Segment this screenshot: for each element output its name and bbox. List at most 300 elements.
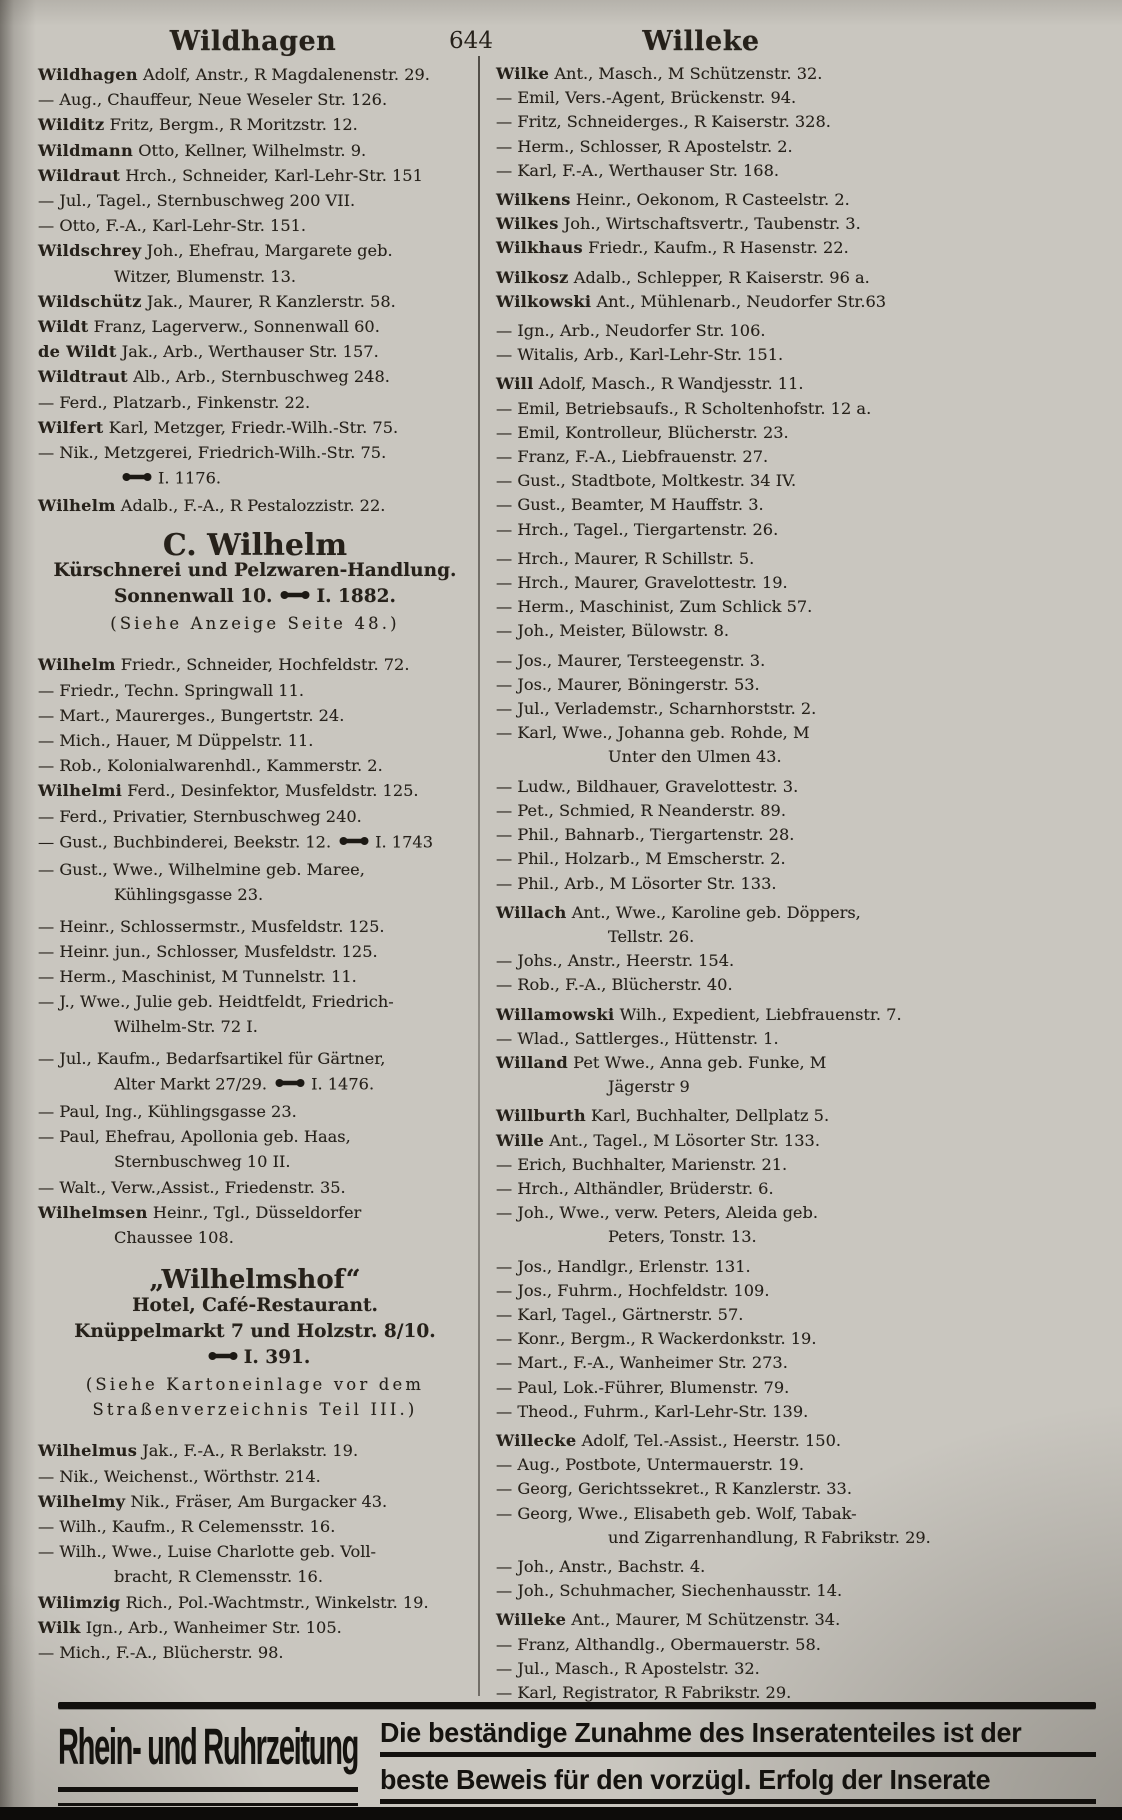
entry-text: Alter Markt 27/29. bbox=[114, 1074, 268, 1094]
entry-line bbox=[38, 1124, 472, 1149]
entry-line bbox=[496, 1153, 948, 1177]
entry-text: Ant., Mühlenarb., Neudorfer Str.63 bbox=[591, 291, 887, 311]
entry-text: — Mich., Hauer, M Düppelstr. 11. bbox=[38, 731, 314, 751]
entry-text: Chaussee 108. bbox=[114, 1227, 234, 1247]
entry-text: Hotel, Café-Restaurant. bbox=[132, 1295, 378, 1317]
entry-text: — Georg, Gerichtssekret., R Kanzlerstr. 33. bbox=[496, 1479, 852, 1499]
entry-text: — Jos., Maurer, Tersteegenstr. 3. bbox=[496, 650, 766, 670]
logo-double-underline bbox=[58, 1787, 358, 1806]
entry-text: Tellstr. 26. bbox=[608, 926, 695, 946]
entry-line bbox=[496, 721, 948, 745]
entry-text: — Joh., Anstr., Bachstr. 4. bbox=[496, 1556, 706, 1576]
directory-entry bbox=[38, 1489, 472, 1514]
entry-line bbox=[496, 619, 948, 643]
entry-line bbox=[38, 703, 472, 728]
entry-line bbox=[496, 745, 948, 769]
telephone-receiver-icon bbox=[122, 465, 152, 490]
entry-text: Jak., F.-A., R Berlakstr. 19. bbox=[137, 1441, 359, 1461]
entry-line bbox=[496, 925, 948, 949]
entry-line bbox=[38, 1640, 472, 1665]
entry-surname: Wilhelm bbox=[38, 655, 116, 675]
entry-line bbox=[496, 1201, 948, 1225]
directory-entry bbox=[496, 1051, 948, 1075]
entry-line bbox=[38, 440, 472, 465]
entry-text: Ant., Wwe., Karoline geb. Döppers, bbox=[566, 902, 861, 922]
entry-text: — Gust., Buchbinderei, Beekstr. 12. bbox=[38, 832, 332, 852]
entry-line bbox=[38, 804, 472, 829]
entry-line bbox=[496, 673, 948, 697]
advertisement-line bbox=[38, 583, 472, 611]
entry-text: — Rob., F.-A., Blücherstr. 40. bbox=[496, 975, 733, 995]
directory-entry bbox=[496, 1129, 948, 1153]
entry-line bbox=[38, 914, 472, 939]
entry-text: — Karl, Wwe., Johanna geb. Rohde, M bbox=[496, 723, 810, 743]
entry-text: — Johs., Anstr., Heerstr. 154. bbox=[496, 951, 735, 971]
entry-text: — Hrch., Maurer, Gravelottestr. 19. bbox=[496, 573, 788, 593]
entry-text: — Jul., Tagel., Sternbuschweg 200 VII. bbox=[38, 191, 356, 211]
footer-ad-line-1 bbox=[380, 1717, 1096, 1757]
entry-text: Friedr., Kaufm., R Hasenstr. 22. bbox=[582, 238, 849, 258]
entry-text: — Aug., Postbote, Untermauerstr. 19. bbox=[496, 1455, 804, 1475]
entry-line bbox=[38, 728, 472, 753]
entry-line bbox=[496, 847, 948, 871]
entry-surname: Wilimzig bbox=[38, 1592, 121, 1612]
entry-line bbox=[38, 390, 472, 415]
entry-text: Wilhelm-Str. 72 I. bbox=[114, 1017, 258, 1037]
entry-line bbox=[496, 872, 948, 896]
entry-line bbox=[496, 1303, 948, 1327]
entry-line bbox=[496, 1279, 948, 1303]
entry-text: Ant., Maurer, M Schützenstr. 34. bbox=[566, 1610, 841, 1630]
entry-text: — Jos., Fuhrm., Hochfeldstr. 109. bbox=[496, 1280, 770, 1300]
entry-surname: Wilfert bbox=[38, 417, 104, 437]
directory-entry bbox=[38, 238, 472, 263]
footer-ad-line-1-text: Die beständige Zunahme des Inseratenteiles ist der bbox=[380, 1717, 1022, 1748]
entry-text: — Hrch., Tagel., Tiergartenstr. 26. bbox=[496, 519, 779, 539]
entry-text: — Ferd., Platzarb., Finkenstr. 22. bbox=[38, 392, 311, 412]
page-number: 644 bbox=[449, 28, 493, 54]
footer-ad-line-2-text: beste Beweis für den vorzügl. Erfolg der Inserate bbox=[380, 1764, 991, 1795]
directory-entry bbox=[38, 1438, 472, 1463]
entry-text: — Jul., Kaufm., Bedarfsartikel für Gärtner, bbox=[38, 1048, 386, 1068]
entry-text: — Gust., Wwe., Wilhelmine geb. Maree, bbox=[38, 860, 365, 880]
entry-text: — Konr., Bergm., R Wackerdonkstr. 19. bbox=[496, 1329, 817, 1349]
entry-line bbox=[38, 1071, 472, 1099]
entry-line bbox=[38, 1564, 472, 1589]
entry-text: — Herm., Maschinist, Zum Schlick 57. bbox=[496, 597, 813, 617]
entry-text: Heinr., Oekonom, R Casteelstr. 2. bbox=[570, 190, 850, 210]
telephone-number: I. 1476. bbox=[311, 1074, 375, 1094]
entry-text: — Phil., Arb., M Lösorter Str. 133. bbox=[496, 873, 777, 893]
entry-line bbox=[496, 1555, 948, 1579]
entry-text: — Herm., Maschinist, M Tunnelstr. 11. bbox=[38, 966, 357, 986]
entry-line bbox=[38, 264, 472, 289]
newspaper-logo-box bbox=[58, 1715, 366, 1811]
entry-text: — Phil., Bahnarb., Tiergartenstr. 28. bbox=[496, 825, 795, 845]
entry-line bbox=[38, 1175, 472, 1200]
entry-text: Ant., Tagel., M Lösorter Str. 133. bbox=[544, 1130, 820, 1150]
entry-text: Witzer, Blumenstr. 13. bbox=[114, 266, 297, 286]
entry-text: — Hrch., Althändler, Brüderstr. 6. bbox=[496, 1178, 774, 1198]
entry-line bbox=[496, 469, 948, 493]
entry-line bbox=[38, 753, 472, 778]
advertisement-line bbox=[38, 1344, 472, 1372]
entry-text: — Jos., Maurer, Böningerstr. 53. bbox=[496, 674, 760, 694]
entry-text: Adolf, Anstr., R Magdalenenstr. 29. bbox=[137, 65, 430, 84]
entry-text: Adolf, Masch., R Wandjesstr. 11. bbox=[533, 374, 804, 394]
entry-surname: Wilhelmy bbox=[38, 1491, 126, 1511]
entry-text: Straßenverzeichnis Teil III.) bbox=[92, 1400, 418, 1420]
directory-entry bbox=[496, 212, 948, 236]
column-divider bbox=[478, 56, 480, 1696]
page-bottom-edge bbox=[0, 1807, 1122, 1820]
entry-line bbox=[496, 1453, 948, 1477]
entry-text: — Rob., Kolonialwarenhdl., Kammerstr. 2. bbox=[38, 756, 383, 776]
entry-text: — Wilh., Wwe., Luise Charlotte geb. Voll- bbox=[38, 1542, 377, 1562]
entry-line bbox=[38, 1099, 472, 1124]
entry-surname: Willburth bbox=[496, 1106, 586, 1126]
entry-text: — Pet., Schmied, R Neanderstr. 89. bbox=[496, 800, 786, 820]
entry-surname: Wilhelmsen bbox=[38, 1202, 148, 1222]
advertisement-line bbox=[38, 1293, 472, 1318]
entry-text: — Mart., Maurerges., Bungertstr. 24. bbox=[38, 705, 345, 725]
entry-text: — Erich, Buchhalter, Marienstr. 21. bbox=[496, 1154, 788, 1174]
advertisement-line bbox=[38, 558, 472, 583]
entry-line bbox=[496, 595, 948, 619]
entry-line bbox=[496, 1027, 948, 1051]
entry-text: — Emil, Kontrolleur, Blücherstr. 23. bbox=[496, 422, 789, 442]
entry-line bbox=[496, 421, 948, 445]
entry-text: Joh., Wirtschaftsvertr., Taubenstr. 3. bbox=[558, 214, 861, 234]
entry-surname: Willach bbox=[496, 902, 567, 922]
entry-text: Ant., Masch., M Schützenstr. 32. bbox=[549, 64, 823, 83]
entry-text: Heinr., Tgl., Düsseldorfer bbox=[147, 1202, 362, 1222]
entry-text: — Joh., Meister, Bülowstr. 8. bbox=[496, 621, 730, 641]
entry-text: — J., Wwe., Julie geb. Heidtfeldt, Friedrich- bbox=[38, 992, 394, 1012]
entry-text: — Karl, F.-A., Werthauser Str. 168. bbox=[496, 160, 780, 180]
entry-text: Jak., Maurer, R Kanzlerstr. 58. bbox=[141, 291, 396, 311]
telephone-receiver-icon bbox=[208, 1344, 238, 1369]
entry-text: Unter den Ulmen 43. bbox=[608, 747, 782, 767]
entry-line bbox=[496, 697, 948, 721]
entry-line bbox=[38, 1046, 472, 1071]
entry-text: — Aug., Chauffeur, Neue Weseler Str. 126. bbox=[38, 90, 388, 110]
entry-text: Pet Wwe., Anna geb. Funke, M bbox=[568, 1052, 827, 1072]
directory-entry bbox=[496, 188, 948, 212]
directory-entry bbox=[38, 493, 472, 518]
entry-line bbox=[496, 1477, 948, 1501]
telephone-number: I. 1743 bbox=[375, 832, 434, 852]
telephone-number: I. 391. bbox=[243, 1346, 311, 1368]
entry-text: — Nik., Weichenst., Wörthstr. 214. bbox=[38, 1466, 321, 1486]
entry-line bbox=[38, 964, 472, 989]
entry-text: Kühlingsgasse 23. bbox=[114, 885, 264, 905]
directory-entry bbox=[496, 901, 948, 925]
directory-entry bbox=[38, 138, 472, 163]
entry-line bbox=[496, 1633, 948, 1657]
entry-text: Wilh., Expedient, Liebfrauenstr. 7. bbox=[614, 1004, 902, 1024]
directory-entry bbox=[38, 778, 472, 803]
entry-text: — Ludw., Bildhauer, Gravelottestr. 3. bbox=[496, 776, 799, 796]
entry-text: — Gust., Stadtbote, Moltkestr. 34 IV. bbox=[496, 471, 797, 491]
footer-ad-line-2 bbox=[380, 1764, 1096, 1804]
entry-text: Franz, Lagerverw., Sonnenwall 60. bbox=[88, 317, 380, 337]
entry-text: — Ferd., Privatier, Sternbuschweg 240. bbox=[38, 806, 362, 826]
entry-line bbox=[496, 1327, 948, 1351]
entry-text: Otto, Kellner, Wilhelmstr. 9. bbox=[133, 140, 367, 160]
entry-line bbox=[38, 678, 472, 703]
entry-line bbox=[38, 1464, 472, 1489]
entry-surname: Willamowski bbox=[496, 1004, 615, 1024]
entry-text: Jägerstr 9 bbox=[608, 1077, 690, 1097]
entry-surname: Wilkosz bbox=[496, 267, 569, 287]
entry-line bbox=[496, 343, 948, 367]
entry-surname: Wilkowski bbox=[496, 291, 592, 311]
entry-line bbox=[496, 973, 948, 997]
directory-entry bbox=[496, 1104, 948, 1128]
directory-entry bbox=[496, 266, 948, 290]
entry-text: Adolf, Tel.-Assist., Heerstr. 150. bbox=[576, 1430, 842, 1450]
entry-text: — Paul, Lok.-Führer, Blumenstr. 79. bbox=[496, 1377, 790, 1397]
entry-text: — Otto, F.-A., Karl-Lehr-Str. 151. bbox=[38, 216, 307, 236]
entry-line bbox=[38, 989, 472, 1014]
entry-surname: Wilke bbox=[496, 64, 550, 83]
entry-surname: Wilditz bbox=[38, 115, 105, 135]
directory-entry bbox=[38, 163, 472, 188]
directory-entry bbox=[496, 1003, 948, 1027]
entry-text: — Heinr. jun., Schlosser, Musfeldstr. 125. bbox=[38, 941, 378, 961]
entry-surname: Wilhelm bbox=[38, 496, 116, 516]
entry-text: — Joh., Schuhmacher, Siechenhausstr. 14. bbox=[496, 1581, 843, 1601]
entry-line bbox=[38, 829, 472, 857]
entry-line bbox=[496, 1075, 948, 1099]
entry-surname: Wildschütz bbox=[38, 291, 142, 311]
telephone-receiver-icon bbox=[280, 583, 310, 608]
entry-text: Sonnenwall 10. bbox=[114, 586, 273, 608]
entry-surname: Wildschrey bbox=[38, 241, 142, 261]
entry-line bbox=[496, 547, 948, 571]
entry-text: Adalb., Schlepper, R Kaiserstr. 96 a. bbox=[568, 267, 870, 287]
entry-surname: Wildhagen bbox=[38, 65, 138, 84]
entry-surname: Wildraut bbox=[38, 165, 121, 185]
directory-entry bbox=[38, 62, 472, 87]
directory-entry bbox=[496, 1429, 948, 1453]
telephone-number: I. 1176. bbox=[158, 468, 222, 488]
right-column bbox=[496, 62, 948, 1705]
entry-line bbox=[496, 110, 948, 134]
entry-text: und Zigarrenhandlung, R Fabrikstr. 29. bbox=[608, 1527, 931, 1547]
entry-line bbox=[38, 1149, 472, 1174]
entry-text: (Siehe Kartoneinlage vor dem bbox=[85, 1374, 425, 1394]
entry-text: — Phil., Holzarb., M Emscherstr. 2. bbox=[496, 849, 786, 869]
entry-text: — Georg, Wwe., Elisabeth geb. Wolf, Tabak- bbox=[496, 1503, 857, 1523]
entry-text: — Franz, F.-A., Liebfrauenstr. 27. bbox=[496, 447, 769, 467]
advertisement-line bbox=[38, 611, 472, 636]
entry-text: Kürschnerei und Pelzwaren-Handlung. bbox=[53, 559, 457, 581]
entry-text: — Karl, Tagel., Gärtnerstr. 57. bbox=[496, 1304, 744, 1324]
entry-text: — Jul., Masch., R Apostelstr. 32. bbox=[496, 1658, 760, 1678]
entry-line bbox=[496, 397, 948, 421]
directory-entry bbox=[38, 415, 472, 440]
entry-line bbox=[496, 86, 948, 110]
entry-surname: Wille bbox=[496, 1130, 545, 1150]
entry-line bbox=[496, 319, 948, 343]
entry-surname: Will bbox=[496, 374, 534, 394]
entry-line bbox=[38, 939, 472, 964]
entry-text: — Paul, Ing., Kühlingsgasse 23. bbox=[38, 1101, 297, 1121]
footer-top-rule bbox=[58, 1702, 1096, 1709]
entry-text: — Heinr., Schlossermstr., Musfeldstr. 125. bbox=[38, 916, 385, 936]
directory-entry bbox=[38, 364, 472, 389]
header-left-keyword: Wildhagen bbox=[169, 26, 337, 57]
entry-line bbox=[496, 823, 948, 847]
entry-line bbox=[496, 135, 948, 159]
entry-text: Alb., Arb., Sternbuschweg 248. bbox=[127, 367, 390, 387]
entry-surname: Wildmann bbox=[38, 140, 134, 160]
entry-text: — Gust., Beamter, M Hauffstr. 3. bbox=[496, 495, 764, 515]
entry-line bbox=[38, 465, 472, 493]
directory-entry bbox=[496, 236, 948, 260]
entry-text: Hrch., Schneider, Karl-Lehr-Str. 151 bbox=[120, 165, 423, 185]
entry-text: — Mart., F.-A., Wanheimer Str. 273. bbox=[496, 1353, 788, 1373]
entry-line bbox=[496, 493, 948, 517]
left-column bbox=[38, 62, 472, 1665]
entry-surname: Wildt bbox=[38, 317, 89, 337]
telephone-receiver-icon bbox=[339, 829, 369, 854]
directory-entry bbox=[38, 112, 472, 137]
entry-text: Sternbuschweg 10 II. bbox=[114, 1152, 291, 1172]
entry-line bbox=[496, 518, 948, 542]
entry-line bbox=[496, 445, 948, 469]
directory-entry bbox=[38, 1200, 472, 1225]
entry-line bbox=[38, 213, 472, 238]
entry-surname: Wilkes bbox=[496, 214, 559, 234]
newspaper-logo: Rhein- und Ruhrzeitung bbox=[58, 1719, 359, 1776]
entry-surname: Wilkens bbox=[496, 190, 571, 210]
entry-surname: Willand bbox=[496, 1052, 569, 1072]
entry-surname: de Wildt bbox=[38, 342, 117, 362]
advertisement-line bbox=[38, 1397, 472, 1422]
directory-entry bbox=[38, 1590, 472, 1615]
entry-line bbox=[496, 949, 948, 973]
advertisement-line bbox=[38, 1372, 472, 1397]
entry-line bbox=[496, 1225, 948, 1249]
entry-line bbox=[496, 649, 948, 673]
entry-line bbox=[496, 1177, 948, 1201]
footer-ad-text bbox=[366, 1715, 1096, 1811]
entry-line bbox=[496, 1502, 948, 1526]
directory-entry bbox=[38, 1615, 472, 1640]
entry-line bbox=[38, 87, 472, 112]
entry-line bbox=[496, 775, 948, 799]
entry-line bbox=[496, 571, 948, 595]
entry-line bbox=[496, 159, 948, 183]
entry-surname: Wildtraut bbox=[38, 367, 128, 387]
entry-text: Karl, Metzger, Friedr.-Wilh.-Str. 75. bbox=[103, 417, 399, 437]
entry-text: — Franz, Althandlg., Obermauerstr. 58. bbox=[496, 1634, 821, 1654]
entry-text: „Wilhelmshof“ bbox=[149, 1265, 361, 1296]
entry-line bbox=[496, 1579, 948, 1603]
entry-text: — Jos., Handlgr., Erlenstr. 131. bbox=[496, 1256, 751, 1276]
entry-text: — Karl, Registrator, R Fabrikstr. 29. bbox=[496, 1683, 792, 1702]
entry-text: Nik., Fräser, Am Burgacker 43. bbox=[125, 1491, 388, 1511]
entry-line bbox=[38, 1225, 472, 1250]
header-right-keyword: Willeke bbox=[642, 26, 760, 57]
entry-line bbox=[496, 1400, 948, 1424]
entry-text: — Ign., Arb., Neudorfer Str. 106. bbox=[496, 321, 766, 341]
entry-text: — Emil, Vers.-Agent, Brückenstr. 94. bbox=[496, 88, 797, 108]
entry-text: — Friedr., Techn. Springwall 11. bbox=[38, 680, 305, 700]
entry-line bbox=[38, 1514, 472, 1539]
entry-text: — Jul., Verlademstr., Scharnhorststr. 2. bbox=[496, 699, 817, 719]
entry-text: — Wlad., Sattlerges., Hüttenstr. 1. bbox=[496, 1028, 779, 1048]
entry-text: Jak., Arb., Werthauser Str. 157. bbox=[116, 342, 379, 362]
entry-text: — Theod., Fuhrm., Karl-Lehr-Str. 139. bbox=[496, 1401, 809, 1421]
entry-surname: Wilhelmi bbox=[38, 781, 123, 801]
entry-surname: Wilk bbox=[38, 1617, 81, 1637]
entry-line bbox=[38, 188, 472, 213]
entry-text: bracht, R Clemensstr. 16. bbox=[114, 1567, 323, 1587]
entry-surname: Willeke bbox=[496, 1610, 567, 1630]
entry-text: — Hrch., Maurer, R Schillstr. 5. bbox=[496, 548, 755, 568]
entry-text: — Herm., Schlosser, R Apostelstr. 2. bbox=[496, 136, 793, 156]
entry-text: — Paul, Ehefrau, Apollonia geb. Haas, bbox=[38, 1127, 351, 1147]
directory-entry bbox=[38, 289, 472, 314]
entry-text: (Siehe Anzeige Seite 48.) bbox=[110, 614, 400, 634]
entry-line bbox=[38, 882, 472, 907]
entry-text: — Joh., Wwe., verw. Peters, Aleida geb. bbox=[496, 1203, 819, 1223]
entry-text: — Fritz, Schneiderges., R Kaiserstr. 328. bbox=[496, 112, 831, 132]
entry-text: Friedr., Schneider, Hochfeldstr. 72. bbox=[115, 655, 410, 675]
entry-line bbox=[496, 1376, 948, 1400]
entry-surname: Willecke bbox=[496, 1430, 577, 1450]
entry-text: — Walt., Verw.,Assist., Friedenstr. 35. bbox=[38, 1177, 346, 1197]
directory-entry bbox=[38, 339, 472, 364]
entry-text: Rich., Pol.-Wachtmstr., Winkelstr. 19. bbox=[120, 1592, 429, 1612]
entry-line bbox=[496, 1351, 948, 1375]
entry-text: Joh., Ehefrau, Margarete geb. bbox=[141, 241, 393, 261]
directory-entry bbox=[496, 62, 948, 86]
telephone-receiver-icon bbox=[275, 1071, 305, 1096]
advertisement-line bbox=[38, 527, 472, 563]
entry-line bbox=[496, 1255, 948, 1279]
entry-text: — Nik., Metzgerei, Friedrich-Wilh.-Str. 75. bbox=[38, 443, 387, 463]
entry-line bbox=[496, 1526, 948, 1550]
entry-text: Fritz, Bergm., R Moritzstr. 12. bbox=[104, 115, 358, 135]
entry-text: Ferd., Desinfektor, Musfeldstr. 125. bbox=[122, 781, 419, 801]
directory-entry bbox=[38, 652, 472, 677]
entry-text: Adalb., F.-A., R Pestalozzistr. 22. bbox=[115, 496, 386, 516]
directory-entry bbox=[496, 372, 948, 396]
directory-entry bbox=[38, 314, 472, 339]
telephone-number: I. 1882. bbox=[316, 586, 396, 608]
entry-text: Ign., Arb., Wanheimer Str. 105. bbox=[80, 1617, 342, 1637]
entry-line bbox=[38, 857, 472, 882]
entry-line bbox=[496, 1657, 948, 1681]
entry-line bbox=[38, 1014, 472, 1039]
directory-entry bbox=[496, 290, 948, 314]
entry-surname: Wilkhaus bbox=[496, 238, 583, 258]
advertisement-line bbox=[38, 1319, 472, 1344]
entry-text: C. Wilhelm bbox=[162, 527, 348, 563]
advertisement-line bbox=[38, 1265, 472, 1296]
entry-text: — Emil, Betriebsaufs., R Scholtenhofstr. 12 a. bbox=[496, 398, 872, 418]
entry-text: — Witalis, Arb., Karl-Lehr-Str. 151. bbox=[496, 345, 784, 365]
entry-line bbox=[496, 799, 948, 823]
entry-text: Knüppelmarkt 7 und Holzstr. 8/10. bbox=[74, 1320, 436, 1342]
entry-surname: Wilhelmus bbox=[38, 1441, 138, 1461]
entry-text: Peters, Tonstr. 13. bbox=[608, 1227, 757, 1247]
